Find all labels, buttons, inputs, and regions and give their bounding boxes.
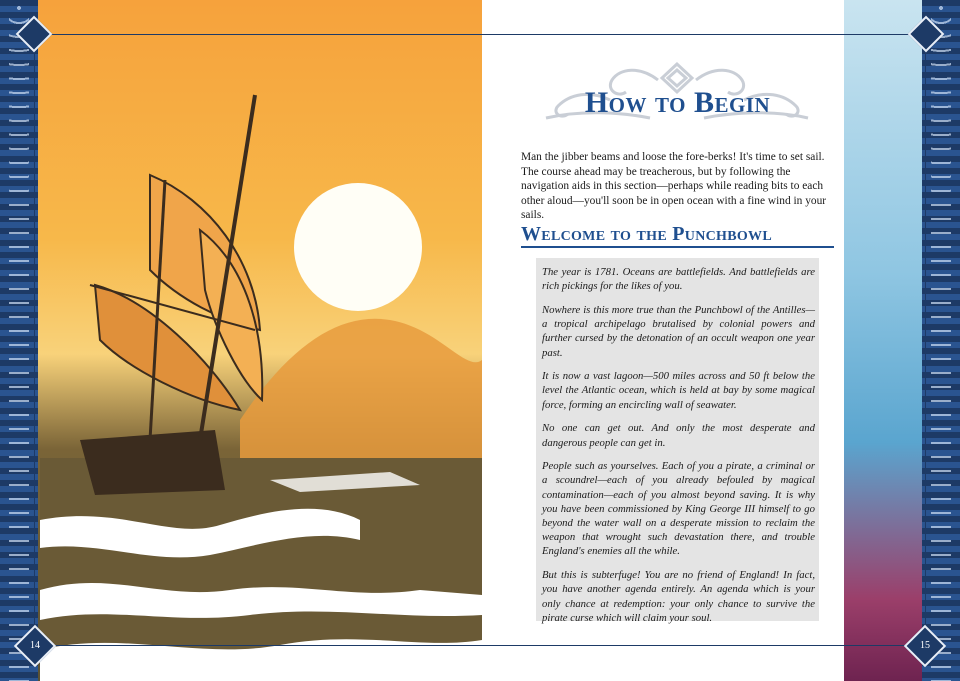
section-heading-underline (521, 246, 834, 248)
boxed-paragraph: No one can get out. And only the most desperate and dangerous people can get in. (542, 422, 815, 449)
page-title: How to Begin (584, 86, 771, 119)
read-aloud-box (536, 258, 819, 624)
frame-rule-right (925, 34, 926, 645)
section-heading: Welcome to the Punchbowl (521, 223, 772, 245)
frame-rule-left (34, 34, 35, 645)
sun-shape (294, 183, 422, 311)
page-number-right-text: 15 (920, 640, 930, 651)
boxed-paragraph: Nowhere is this more true than the Punchbowl of the Antilles—a tropical archipelago brutalised by colonial powers and further cursed by the detonation of an occult weapon one year past. (542, 303, 815, 359)
heading-block (540, 58, 815, 128)
frame-rule-bottom (34, 645, 926, 646)
frame-rule-top (34, 34, 926, 35)
intro-paragraph: Man the jibber beams and loose the fore-berks! It's time to set sail. The course ahead may be treacherous, but by following the navigation aids in this section—perhaps while reading bits to each other aloud—you'll soon be in open ocean with a fine wind in your sails. (521, 151, 827, 222)
boxed-paragraph: People such as yourselves. Each of you a pirate, a criminal or a scoundrel—each of you already befouled by magical contamination—each of you almost beyond saving. It is why you have been commissioned by King George III himself to go beyond the water wall on a desperate mission to reclaim the weapon that wrought such devastation there, and trouble England's enemies all the while. (542, 460, 815, 558)
right-decorative-border (922, 0, 960, 681)
boxed-paragraph: It is now a vast lagoon—500 miles across and 50 ft below the level the Atlantic ocean, which is held at bay by some magical force, forming an encircling wall of seawater. (542, 370, 815, 411)
boxed-paragraph: The year is 1781. Oceans are battlefields. And battlefields are rich pickings for the likes of you. (542, 266, 815, 293)
left-decorative-border (0, 0, 38, 681)
boxed-paragraph: But this is subterfuge! You are no friend of England! In fact, you have another agenda entirely. An agenda which is your only chance at redemption: your only chance to survive the pirate curse which will claim your soul. (542, 569, 815, 624)
page-number-left-text: 14 (30, 640, 40, 651)
